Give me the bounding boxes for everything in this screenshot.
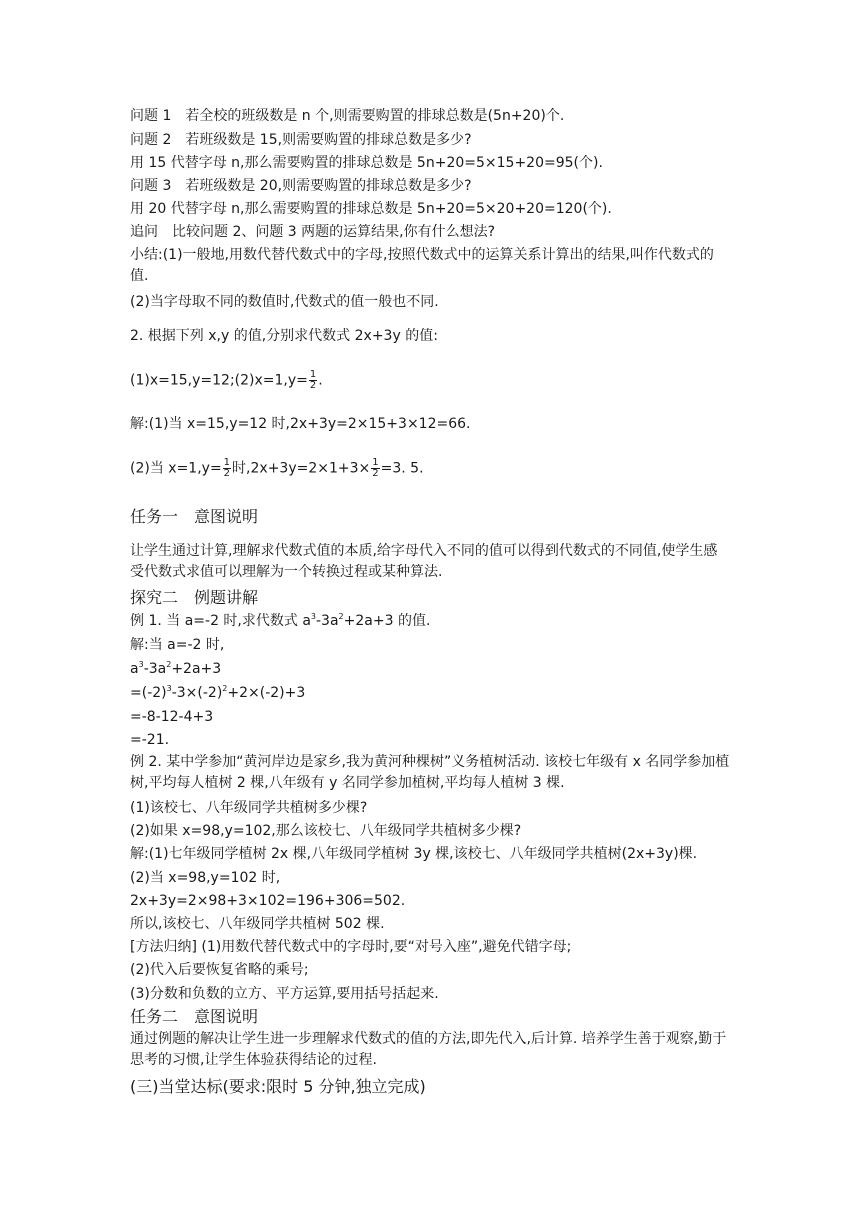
example-1-step-1: $a^3-3a^2+2a+3$ [130,660,222,677]
section-3-heading: (三)当堂达标(要求:限时 5 分钟,独立完成) [130,1077,426,1096]
example-2-conclusion: 所以,该校七、八年级同学共植树 502 棵. [130,916,385,932]
method-summary-1: [方法归纳] (1)用数代替代数式中的字母时,要“对号入座”,避免代错字母; [130,939,572,955]
fraction-one-half: $\frac{1}{2}$ [309,369,317,391]
example-2-solution-2: (2)当 x=98,y=102 时, [130,870,281,886]
example-1-question: 例 1. 当 a=-2 时,求代数式 $a^3-3a^2+2a+3$ 的值. [130,612,431,629]
method-summary-2: (2)代入后要恢复省略的乘号; [130,962,309,978]
exercise-2-prompt: 2. 根据下列 x,y 的值,分别求代数式 2x+3y 的值: [130,328,438,344]
example-1-step-2: $=(-2)^3-3\times(-2)^2+2\times(-2)+3$ [130,684,306,701]
follow-up-question: 追问 比较问题 2、问题 3 两题的运算结果,你有什么想法? [130,224,496,240]
exercise-2-solution-2: (2)当 x=1,y= $\frac{1}{2}$ 时,2x+3y=2×1+3× $\frac{1}{2}$ =3. 5. [130,457,424,479]
example-2-solution-3: 2x+3y=2×98+3×102=196+306=502. [130,893,406,909]
example-2-question-2: (2)如果 x=98,y=102,那么该校七、八年级同学共植树多少棵? [130,823,522,839]
fraction-one-half: $\frac{1}{2}$ [372,457,379,479]
example-2-question-1: (1)该校七、八年级同学共植树多少棵? [130,800,368,816]
example-2-intro: 例 2. 某中学参加“黄河岸边是家乡,我为黄河种棵树”义务植树活动. 该校七年级有 x 名同学参加植树,平均每人植树 2 棵,八年级有 y 名同学参加植树,平均每人植树 3 棵. [130,754,730,791]
task-2-body: 通过例题的解决让学生进一步理解求代数式的值的方法,即先代入,后计算. 培养学生善于观察,勤于思考的习惯,让学生体验获得结论的过程. [130,1031,727,1068]
task-1-body: 让学生通过计算,理解求代数式值的本质,给字母代入不同的值可以得到代数式的不同值,使学生感受代数式求值可以理解为一个转换过程或某种算法. [130,543,718,580]
fraction-one-half: $\frac{1}{2}$ [223,457,231,479]
task-2-heading: 任务二 意图说明 [130,1007,259,1026]
example-1-solution-head: 解:当 a=-2 时, [130,637,225,653]
exercise-2-solution-1: 解:(1)当 x=15,y=12 时,2x+3y=2×15+3×12=66. [130,416,471,432]
question-2: 问题 2 若班级数是 15,则需要购置的排球总数是多少? [130,132,472,148]
question-2-answer: 用 15 代替字母 n,那么需要购置的排球总数是 5n+20=5×15+20=95(个). [130,155,603,171]
question-1: 问题 1 若全校的班级数是 n 个,则需要购置的排球总数是(5n+20)个. [130,108,565,124]
example-2-solution-1: 解:(1)七年级同学植树 2x 棵,八年级同学植树 3y 棵,该校七、八年级同学共植树(2x+3y)棵. [130,846,698,862]
example-1-step-4: =-21. [130,732,170,748]
summary-point-1: 小结:(1)一般地,用数代替代数式中的字母,按照代数式中的运算关系计算出的结果,叫作代数式的值. [130,247,714,284]
question-3-answer: 用 20 代替字母 n,那么需要购置的排球总数是 5n+20=5×20+20=120(个). [130,201,612,217]
explore-2-heading: 探究二 例题讲解 [130,588,259,607]
example-1-step-3: =-8-12-4+3 [130,709,214,725]
task-1-heading: 任务一 意图说明 [130,507,259,526]
method-summary-3: (3)分数和负数的立方、平方运算,要用括号括起来. [130,986,439,1002]
question-3: 问题 3 若班级数是 20,则需要购置的排球总数是多少? [130,178,472,194]
exercise-2-conditions: (1)x=15,y=12;(2)x=1,y= $\frac{1}{2}$ . [130,369,323,391]
summary-point-2: (2)当字母取不同的数值时,代数式的值一般也不同. [130,294,439,310]
